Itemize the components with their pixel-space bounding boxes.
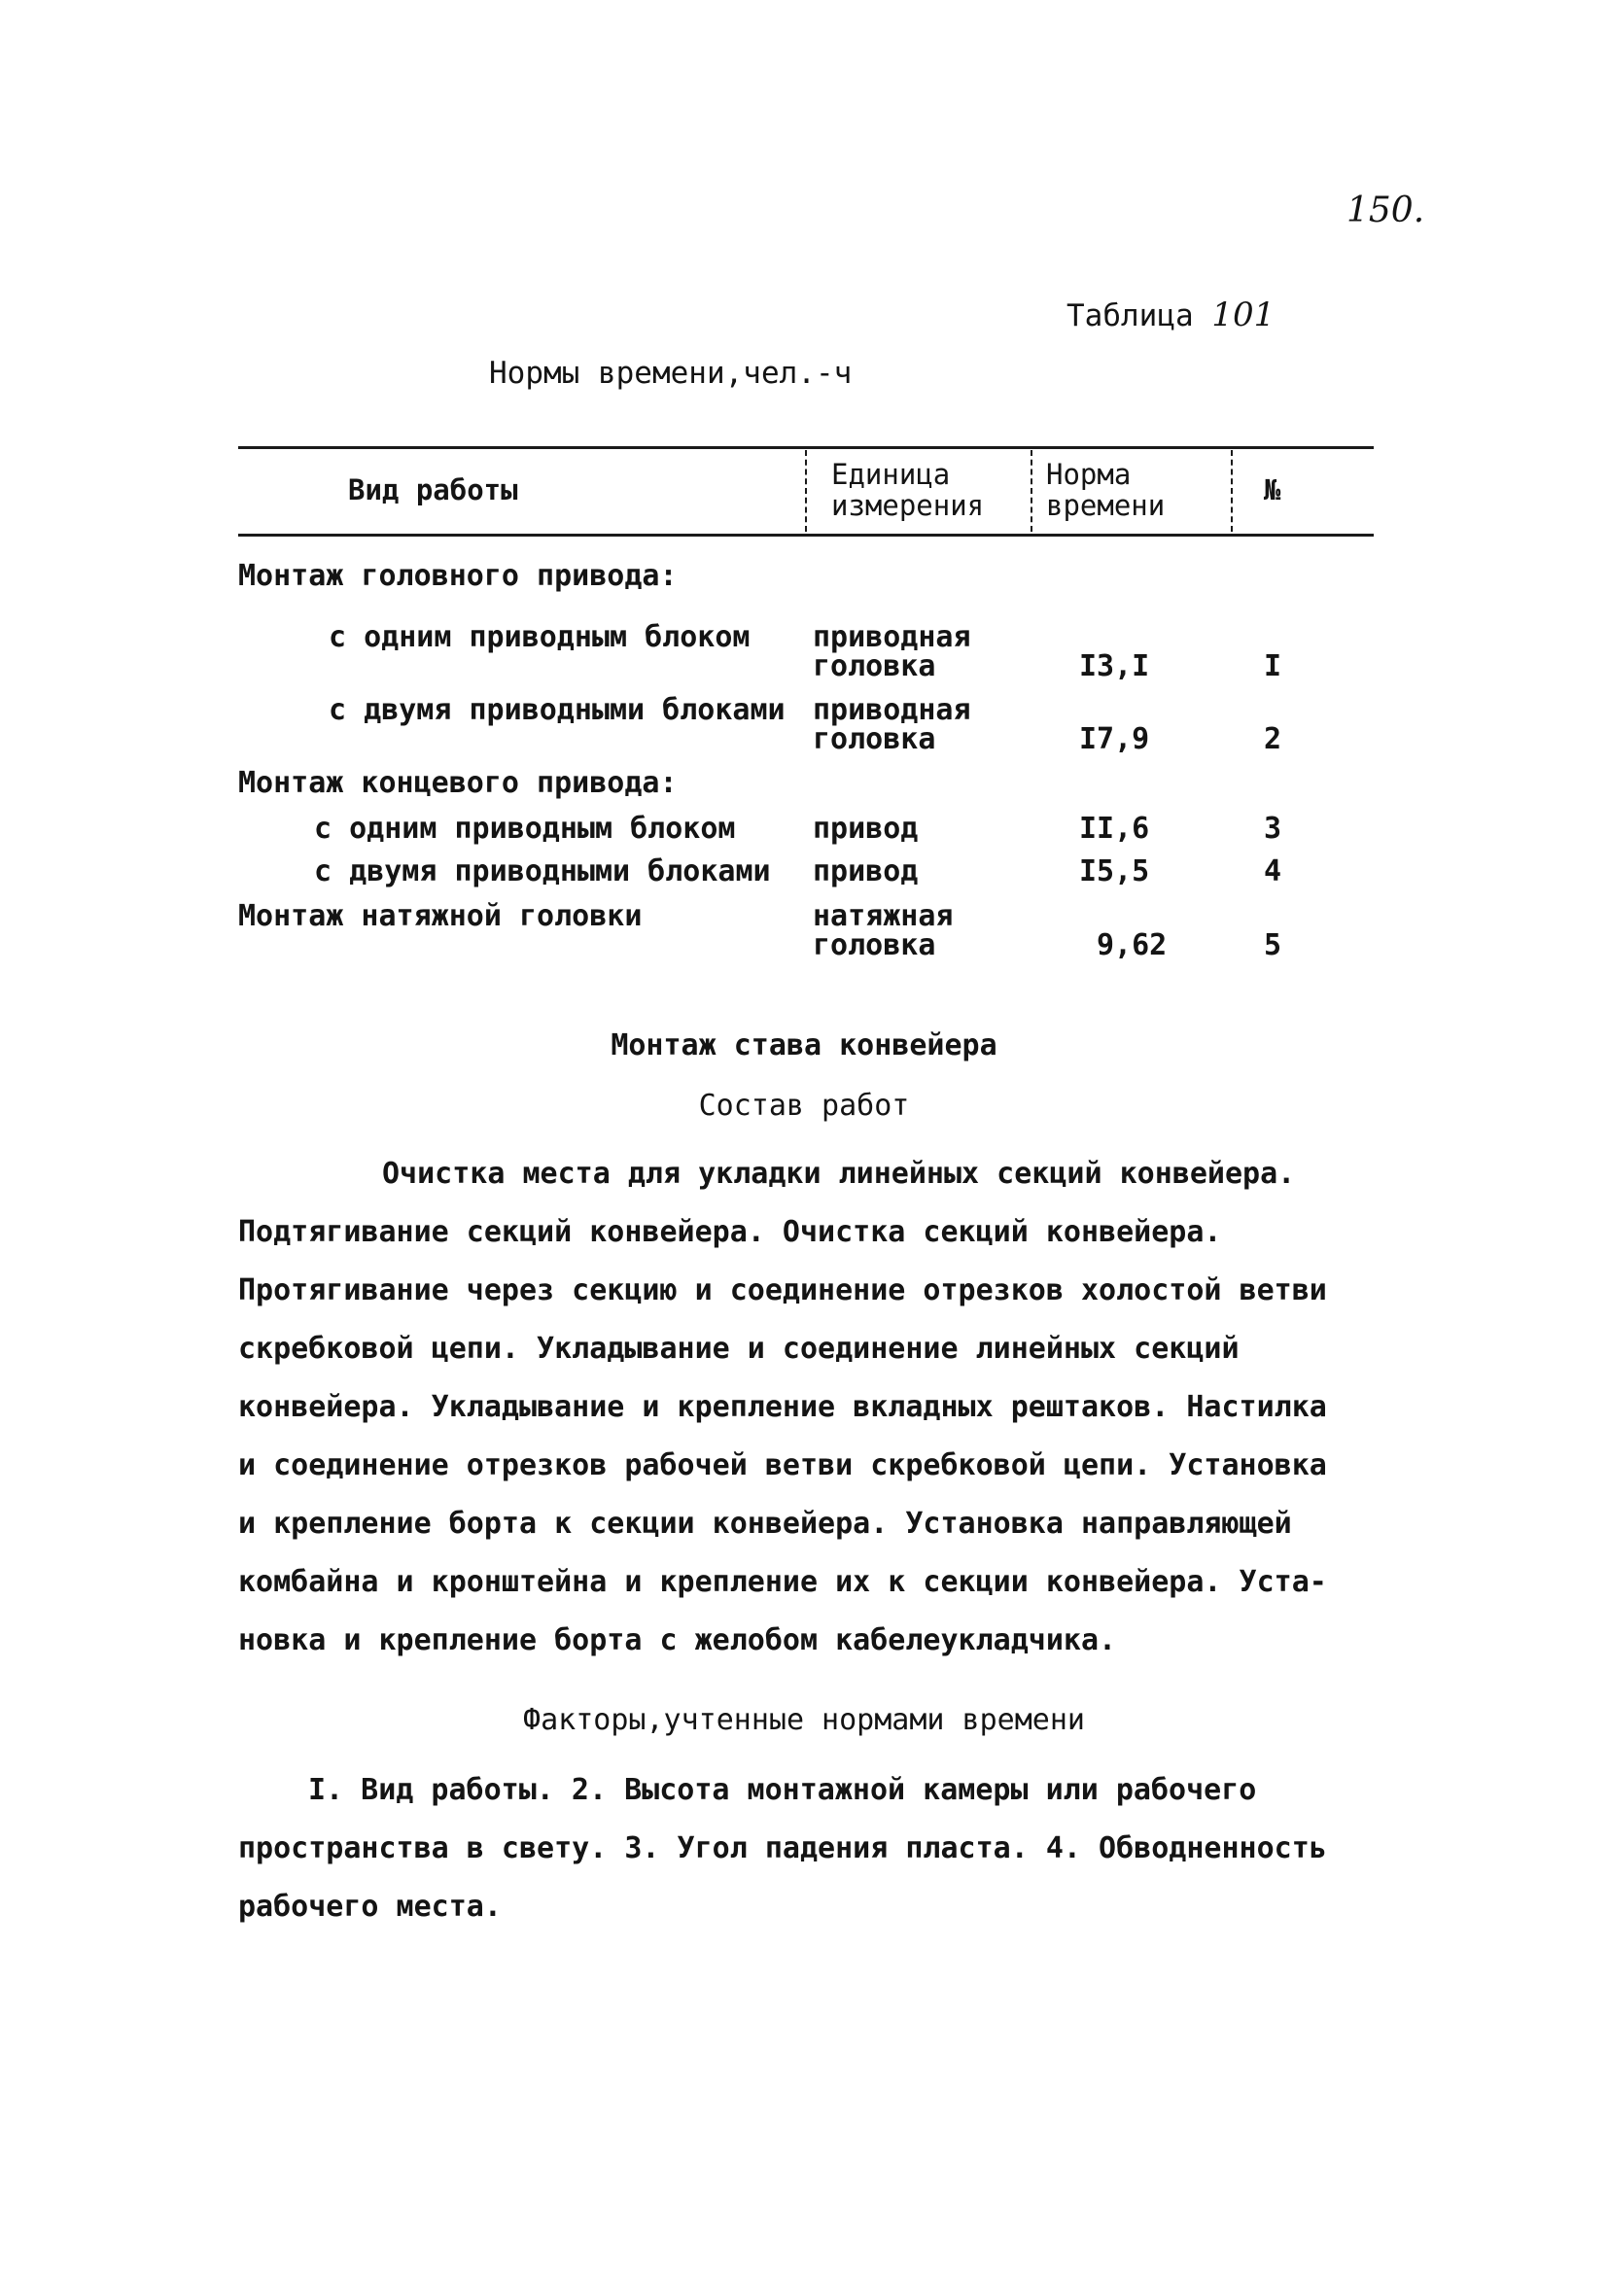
group-title: Монтаж головного привода: [238,559,678,593]
row-unit-line1: привод [813,812,919,846]
row-norm: 9,62 [1097,928,1168,962]
row-unit-line1: приводная [813,693,971,727]
row-work: Монтаж натяжной головки [238,899,643,933]
row-norm: II,6 [1079,812,1150,846]
table-caption [1066,296,1275,334]
row-work: с двумя приводными блоками [314,854,771,888]
table-caption-number: 101 [1211,296,1276,334]
section-subtitle: Состав работ [698,1089,910,1123]
row-unit-line2: головка [813,722,936,756]
table-top-rule [238,446,1374,449]
row-number: 5 [1264,928,1282,962]
body-line: скребковой цепи. Укладывание и соединение линейных секций [238,1332,1240,1366]
header-unit-line2: измерения [831,489,985,522]
body-line: и соединение отрезков рабочей ветви скребковой цепи. Установка [238,1448,1327,1482]
body-line: Подтягивание секций конвейера. Очистка секций конвейера. [238,1215,1222,1249]
row-norm: I5,5 [1079,854,1150,888]
factors-line: I. Вид работы. 2. Высота монтажной камеры или рабочего [308,1773,1257,1807]
body-line: Очистка места для укладки линейных секций конвейера. [382,1157,1296,1191]
row-unit-line2: головка [813,928,936,962]
factors-title: Факторы,учтенные нормами времени [523,1703,1085,1737]
row-unit-line2: головка [813,649,936,683]
column-separator [805,450,807,532]
group-title: Монтаж концевого привода: [238,766,678,800]
factors-body [238,1761,1327,1936]
body-line: комбайна и кронштейна и крепление их к секции конвейера. Уста- [238,1565,1327,1599]
column-separator [1231,450,1233,532]
body-line: конвейера. Укладывание и крепление вкладных рештаков. Настилка [238,1390,1327,1424]
row-unit-line1: привод [813,854,919,888]
row-work: с одним приводным блоком [329,620,751,654]
row-work: с одним приводным блоком [314,812,736,846]
table-subtitle: Нормы времени,чел.-ч [489,356,853,391]
header-norm-line1: Норма [1046,458,1132,491]
row-norm: I7,9 [1079,722,1150,756]
row-number: 2 [1264,722,1282,756]
row-work: с двумя приводными блоками [329,693,786,727]
factors-line: пространства в свету. 3. Угол падения пласта. 4. Обводненность [238,1831,1327,1865]
section-body [238,1145,1327,1670]
header-unit-line1: Единица [831,458,951,491]
row-number: 3 [1264,812,1282,846]
header-number: № [1264,473,1281,506]
factors-line: рабочего места. [238,1890,502,1924]
row-norm: I3,I [1079,649,1150,683]
column-separator [1031,450,1032,532]
section-title: Монтаж става конвейера [611,1028,997,1062]
table-caption-label: Таблица [1066,298,1194,333]
body-line: Протягивание через секцию и соединение отрезков холостой ветви [238,1273,1327,1307]
row-unit-line1: натяжная [813,899,954,933]
row-number: 4 [1264,854,1282,888]
page-number: 150. [1346,191,1425,230]
header-work-type: Вид работы [348,473,518,506]
table-header-rule [238,534,1374,537]
header-norm-line2: времени [1046,489,1166,522]
body-line: новка и крепление борта с желобом кабелеукладчика. [238,1623,1117,1657]
row-number: I [1264,649,1282,683]
row-unit-line1: приводная [813,620,971,654]
body-line: и крепление борта к секции конвейера. Установка направляющей [238,1507,1292,1541]
